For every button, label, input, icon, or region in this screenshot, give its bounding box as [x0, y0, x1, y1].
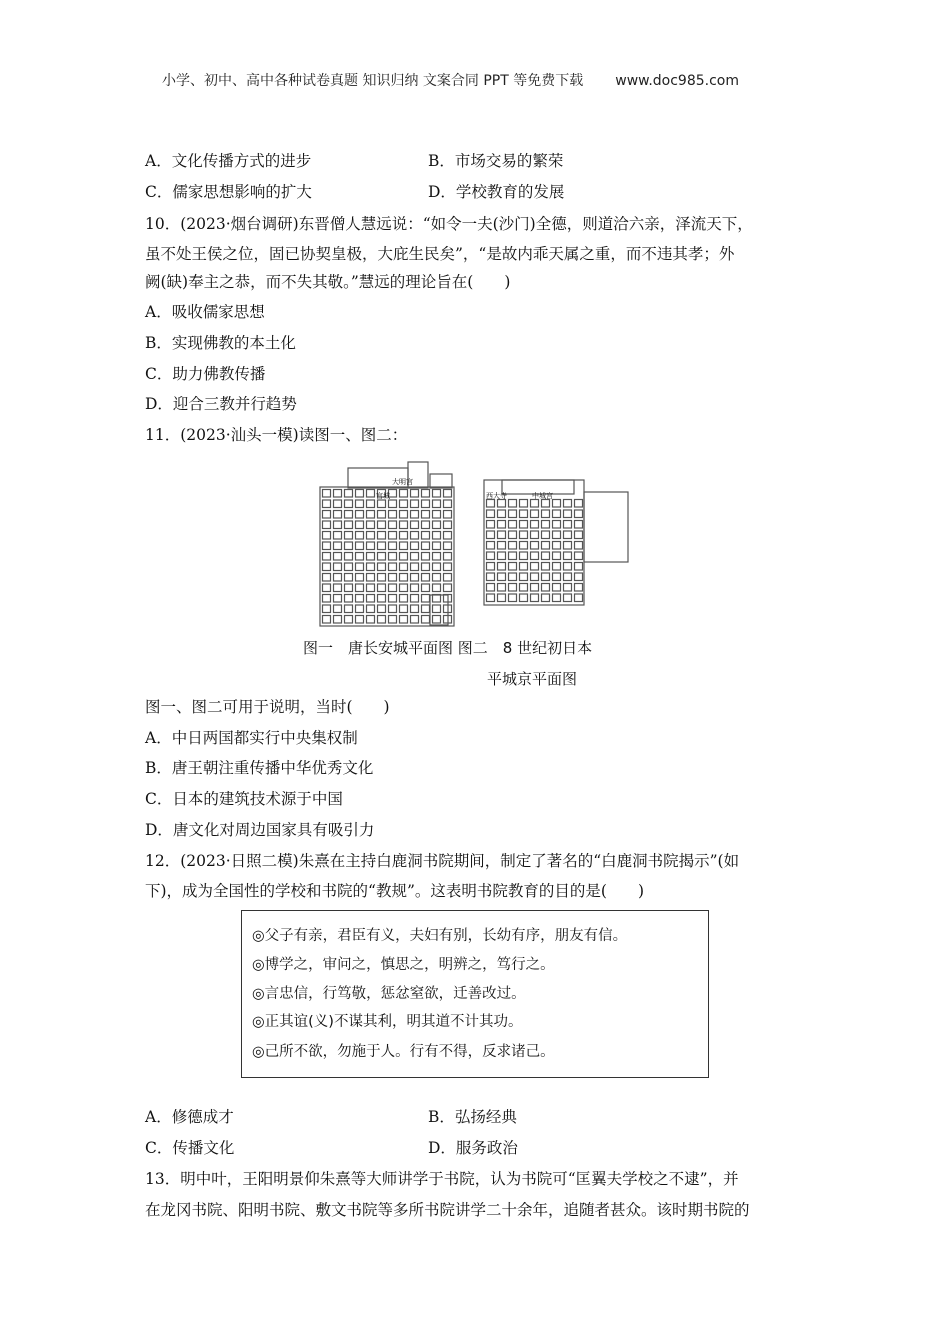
city-block — [509, 521, 517, 529]
city-block — [389, 553, 397, 561]
quote-line: ◎言忠信，行笃敬，惩忿窒欲，迁善改过。 — [252, 986, 526, 1002]
city-block — [509, 594, 517, 602]
city-block — [444, 500, 452, 508]
option-a: A．中日两国都实行中央集权制 — [145, 729, 358, 747]
city-block — [520, 563, 528, 571]
city-block — [444, 584, 452, 592]
option-b: B．弘扬经典 — [428, 1108, 517, 1126]
city-block — [422, 532, 430, 540]
city-block — [345, 553, 353, 561]
city-block — [444, 511, 452, 519]
city-block — [389, 532, 397, 540]
quote-line: ◎己所不欲，勿施于人。行有不得，反求诸己。 — [252, 1044, 555, 1060]
city-block — [422, 521, 430, 529]
city-block — [323, 490, 331, 498]
option-c: C．日本的建筑技术源于中国 — [145, 790, 343, 808]
question-11-stem: 11．(2023·汕头一模)读图一、图二： — [145, 426, 408, 444]
city-block — [389, 511, 397, 519]
city-block — [520, 584, 528, 592]
city-block — [334, 605, 342, 613]
city-block — [531, 510, 539, 518]
city-block — [531, 563, 539, 571]
city-block — [378, 553, 386, 561]
city-block — [433, 511, 441, 519]
city-block — [487, 542, 495, 550]
city-block — [356, 616, 364, 624]
city-block — [411, 616, 419, 624]
city-block — [411, 584, 419, 592]
map-outline — [584, 492, 628, 562]
city-block — [542, 510, 550, 518]
city-block — [345, 563, 353, 571]
city-block — [356, 542, 364, 550]
city-block — [323, 511, 331, 519]
city-block — [433, 563, 441, 571]
city-block — [564, 531, 572, 539]
figure-heijo-kyo-map — [482, 478, 632, 608]
city-block — [345, 532, 353, 540]
city-block — [531, 584, 539, 592]
city-block — [531, 594, 539, 602]
city-block — [345, 574, 353, 582]
page-header — [162, 70, 739, 90]
city-block — [531, 521, 539, 529]
city-block — [564, 584, 572, 592]
city-block — [575, 542, 583, 550]
city-block — [411, 574, 419, 582]
option-a: A．修德成才 — [145, 1108, 234, 1126]
city-block — [345, 542, 353, 550]
city-block — [345, 605, 353, 613]
city-block — [411, 542, 419, 550]
city-block — [367, 563, 375, 571]
question-13-line: 13．明中叶，王阳明景仰朱熹等大师讲学于书院，认为书院可“匡翼夫学校之不逮”，并 — [145, 1170, 739, 1188]
question-13-line: 在龙冈书院、阳明书院、敷文书院等多所书院讲学二十余年，追随者甚众。该时期书院的 — [145, 1201, 750, 1219]
city-block — [422, 500, 430, 508]
option-b: B．市场交易的繁荣 — [428, 152, 564, 170]
city-block — [356, 605, 364, 613]
city-block — [356, 584, 364, 592]
city-block — [509, 531, 517, 539]
city-block — [323, 616, 331, 624]
city-block — [553, 573, 561, 581]
figure-caption: 图一 唐长安城平面图 图二 8 世纪初日本 — [303, 639, 593, 657]
city-block — [564, 563, 572, 571]
city-block — [411, 595, 419, 603]
city-block — [367, 605, 375, 613]
city-block — [509, 552, 517, 560]
option-row — [145, 1138, 518, 1158]
city-block — [389, 574, 397, 582]
city-block — [433, 521, 441, 529]
city-block — [400, 553, 408, 561]
city-block — [487, 531, 495, 539]
city-block — [509, 563, 517, 571]
map-label: 西大寺 — [486, 492, 507, 500]
city-block — [498, 542, 506, 550]
city-block — [564, 510, 572, 518]
city-block — [334, 490, 342, 498]
city-block — [356, 490, 364, 498]
city-block — [367, 500, 375, 508]
city-block — [487, 563, 495, 571]
city-block — [378, 605, 386, 613]
city-block — [575, 573, 583, 581]
city-block — [378, 574, 386, 582]
city-block — [542, 500, 550, 508]
city-block — [553, 542, 561, 550]
city-block — [498, 500, 506, 508]
city-block — [575, 531, 583, 539]
city-block — [520, 573, 528, 581]
city-block — [564, 542, 572, 550]
city-block — [411, 563, 419, 571]
city-block — [575, 563, 583, 571]
city-block — [323, 553, 331, 561]
city-block — [487, 573, 495, 581]
option-row — [145, 1107, 517, 1127]
city-block — [422, 563, 430, 571]
city-block — [520, 531, 528, 539]
city-block — [400, 511, 408, 519]
option-d: D．迎合三教并行趋势 — [145, 395, 297, 413]
map-label: 大明宫 — [392, 478, 413, 486]
city-block — [487, 500, 495, 508]
city-block — [345, 500, 353, 508]
city-block — [389, 616, 397, 624]
city-block — [422, 616, 430, 624]
city-block — [433, 574, 441, 582]
option-c: C．传播文化 — [145, 1139, 235, 1157]
city-block — [444, 521, 452, 529]
city-block — [433, 542, 441, 550]
city-block — [356, 532, 364, 540]
city-block — [487, 521, 495, 529]
city-block — [356, 553, 364, 561]
city-block — [334, 595, 342, 603]
city-block — [422, 553, 430, 561]
city-block — [520, 500, 528, 508]
city-block — [498, 531, 506, 539]
city-block — [509, 542, 517, 550]
city-block — [367, 511, 375, 519]
city-block — [422, 490, 430, 498]
option-a: A．吸收儒家思想 — [145, 303, 265, 321]
city-block — [323, 605, 331, 613]
option-b: B．唐王朝注重传播中华优秀文化 — [145, 759, 374, 777]
city-block — [378, 616, 386, 624]
city-block — [531, 500, 539, 508]
city-block — [367, 595, 375, 603]
question-11-text: 图一、图二可用于说明，当时( ) — [145, 698, 390, 716]
city-block — [356, 574, 364, 582]
quote-line: ◎正其谊(义)不谋其利，明其道不计其功。 — [252, 1014, 523, 1030]
city-block — [411, 532, 419, 540]
quote-line: ◎父子有亲，君臣有义，夫妇有别，长幼有序，朋友有信。 — [252, 928, 628, 944]
city-block — [400, 563, 408, 571]
figure-caption: 平城京平面图 — [487, 670, 578, 688]
city-block — [487, 552, 495, 560]
city-block — [389, 584, 397, 592]
city-block — [487, 594, 495, 602]
option-b: B．实现佛教的本土化 — [145, 334, 296, 352]
city-block — [564, 594, 572, 602]
city-block — [389, 595, 397, 603]
city-block — [334, 584, 342, 592]
city-block — [509, 510, 517, 518]
city-block — [520, 552, 528, 560]
city-block — [531, 573, 539, 581]
city-block — [323, 595, 331, 603]
map-label: 宫城 — [376, 492, 390, 500]
city-block — [433, 490, 441, 498]
map-label: 中城宫 — [532, 492, 553, 500]
city-block — [422, 605, 430, 613]
city-block — [444, 532, 452, 540]
city-block — [564, 500, 572, 508]
city-block — [400, 532, 408, 540]
city-block — [487, 584, 495, 592]
city-block — [433, 616, 441, 624]
option-d: D．学校教育的发展 — [428, 183, 565, 201]
city-block — [498, 573, 506, 581]
city-block — [531, 542, 539, 550]
city-block — [400, 616, 408, 624]
city-block — [411, 605, 419, 613]
city-block — [400, 542, 408, 550]
city-block — [498, 510, 506, 518]
city-block — [575, 584, 583, 592]
question-12-line: 12．(2023·日照二模)朱熹在主持白鹿洞书院期间，制定了著名的“白鹿洞书院揭示”(如 — [145, 852, 740, 870]
option-c: C．助力佛教传播 — [145, 365, 266, 383]
city-block — [345, 584, 353, 592]
header-url[interactable]: www.doc985.com — [615, 73, 739, 89]
city-block — [411, 490, 419, 498]
city-block — [444, 574, 452, 582]
city-block — [400, 605, 408, 613]
city-block — [553, 510, 561, 518]
city-block — [367, 584, 375, 592]
city-block — [575, 594, 583, 602]
question-10-line: 阙(缺)奉主之恭，而不失其敬。”慧远的理论旨在( ) — [145, 273, 511, 291]
city-block — [389, 542, 397, 550]
city-block — [575, 510, 583, 518]
question-12-line: 下)，成为全国性的学校和书院的“教规”。这表明书院教育的目的是( ) — [145, 882, 644, 900]
city-block — [345, 616, 353, 624]
city-block — [334, 574, 342, 582]
city-block — [334, 532, 342, 540]
city-block — [378, 511, 386, 519]
city-block — [367, 521, 375, 529]
city-block — [520, 594, 528, 602]
option-c: C．儒家思想影响的扩大 — [145, 183, 312, 201]
city-block — [389, 605, 397, 613]
city-block — [367, 542, 375, 550]
city-block — [575, 500, 583, 508]
city-block — [323, 563, 331, 571]
city-block — [323, 521, 331, 529]
city-block — [323, 574, 331, 582]
map-outline — [430, 474, 452, 488]
city-block — [575, 552, 583, 560]
question-10-line: 虽不处王侯之位，固已协契皇极，大庇生民矣”，“是故内乖天属之重，而不违其孝；外 — [145, 245, 735, 263]
city-block — [444, 490, 452, 498]
city-block — [334, 500, 342, 508]
city-block — [531, 552, 539, 560]
city-block — [356, 595, 364, 603]
city-block — [334, 511, 342, 519]
city-block — [542, 521, 550, 529]
city-block — [378, 563, 386, 571]
city-block — [444, 563, 452, 571]
city-block — [422, 574, 430, 582]
quote-line: ◎博学之，审问之，慎思之，明辨之，笃行之。 — [252, 957, 555, 973]
city-block — [378, 521, 386, 529]
city-block — [367, 553, 375, 561]
city-block — [553, 584, 561, 592]
header-text: 小学、初中、高中各种试卷真题 知识归纳 文案合同 PPT 等免费下载 — [162, 73, 584, 89]
city-block — [509, 584, 517, 592]
city-block — [433, 595, 441, 603]
city-block — [553, 552, 561, 560]
city-block — [553, 500, 561, 508]
city-block — [400, 584, 408, 592]
city-block — [531, 531, 539, 539]
city-block — [367, 490, 375, 498]
city-block — [411, 511, 419, 519]
city-block — [498, 594, 506, 602]
city-block — [356, 500, 364, 508]
city-block — [542, 573, 550, 581]
city-block — [553, 594, 561, 602]
city-block — [334, 521, 342, 529]
city-block — [542, 542, 550, 550]
city-block — [553, 531, 561, 539]
option-d: D．服务政治 — [428, 1139, 518, 1157]
city-block — [564, 573, 572, 581]
city-block — [498, 584, 506, 592]
city-block — [564, 552, 572, 560]
city-block — [509, 500, 517, 508]
city-block — [411, 553, 419, 561]
city-block — [389, 521, 397, 529]
city-block — [378, 542, 386, 550]
option-a: A．文化传播方式的进步 — [145, 152, 312, 170]
city-block — [389, 563, 397, 571]
city-block — [378, 532, 386, 540]
city-block — [564, 521, 572, 529]
city-block — [323, 542, 331, 550]
city-block — [498, 521, 506, 529]
city-block — [433, 532, 441, 540]
city-block — [553, 563, 561, 571]
city-block — [323, 532, 331, 540]
city-block — [444, 542, 452, 550]
city-block — [433, 584, 441, 592]
city-block — [345, 511, 353, 519]
city-block — [487, 510, 495, 518]
city-block — [378, 584, 386, 592]
city-block — [400, 500, 408, 508]
city-block — [367, 532, 375, 540]
city-block — [334, 616, 342, 624]
city-block — [323, 500, 331, 508]
city-block — [422, 584, 430, 592]
city-block — [400, 521, 408, 529]
city-block — [553, 521, 561, 529]
city-block — [400, 490, 408, 498]
city-block — [542, 594, 550, 602]
question-10-line: 10．(2023·烟台调研)东晋僧人慧远说：“如令一夫(沙门)全德，则道洽六亲，泽流天下， — [145, 215, 753, 233]
city-block — [345, 521, 353, 529]
figure-chang-an-map — [318, 460, 458, 630]
city-block — [422, 511, 430, 519]
city-block — [411, 521, 419, 529]
city-block — [444, 553, 452, 561]
city-block — [389, 500, 397, 508]
option-row — [145, 182, 565, 202]
city-block — [542, 552, 550, 560]
city-block — [542, 563, 550, 571]
city-block — [334, 553, 342, 561]
city-block — [411, 500, 419, 508]
city-block — [356, 563, 364, 571]
city-block — [345, 595, 353, 603]
city-block — [520, 542, 528, 550]
city-block — [542, 584, 550, 592]
quote-box — [241, 910, 709, 1078]
city-block — [542, 531, 550, 539]
city-block — [356, 521, 364, 529]
city-block — [378, 595, 386, 603]
city-block — [575, 521, 583, 529]
city-block — [323, 584, 331, 592]
city-block — [378, 500, 386, 508]
city-block — [433, 553, 441, 561]
city-block — [400, 595, 408, 603]
city-block — [334, 542, 342, 550]
city-block — [334, 563, 342, 571]
city-block — [433, 605, 441, 613]
city-block — [520, 510, 528, 518]
city-block — [367, 574, 375, 582]
option-d: D．唐文化对周边国家具有吸引力 — [145, 821, 375, 839]
city-block — [400, 574, 408, 582]
city-block — [422, 542, 430, 550]
city-block — [498, 552, 506, 560]
city-block — [367, 616, 375, 624]
option-row — [145, 151, 564, 171]
city-block — [520, 521, 528, 529]
city-block — [422, 595, 430, 603]
city-block — [509, 573, 517, 581]
city-block — [498, 563, 506, 571]
city-block — [356, 511, 364, 519]
city-block — [345, 490, 353, 498]
city-block — [433, 500, 441, 508]
